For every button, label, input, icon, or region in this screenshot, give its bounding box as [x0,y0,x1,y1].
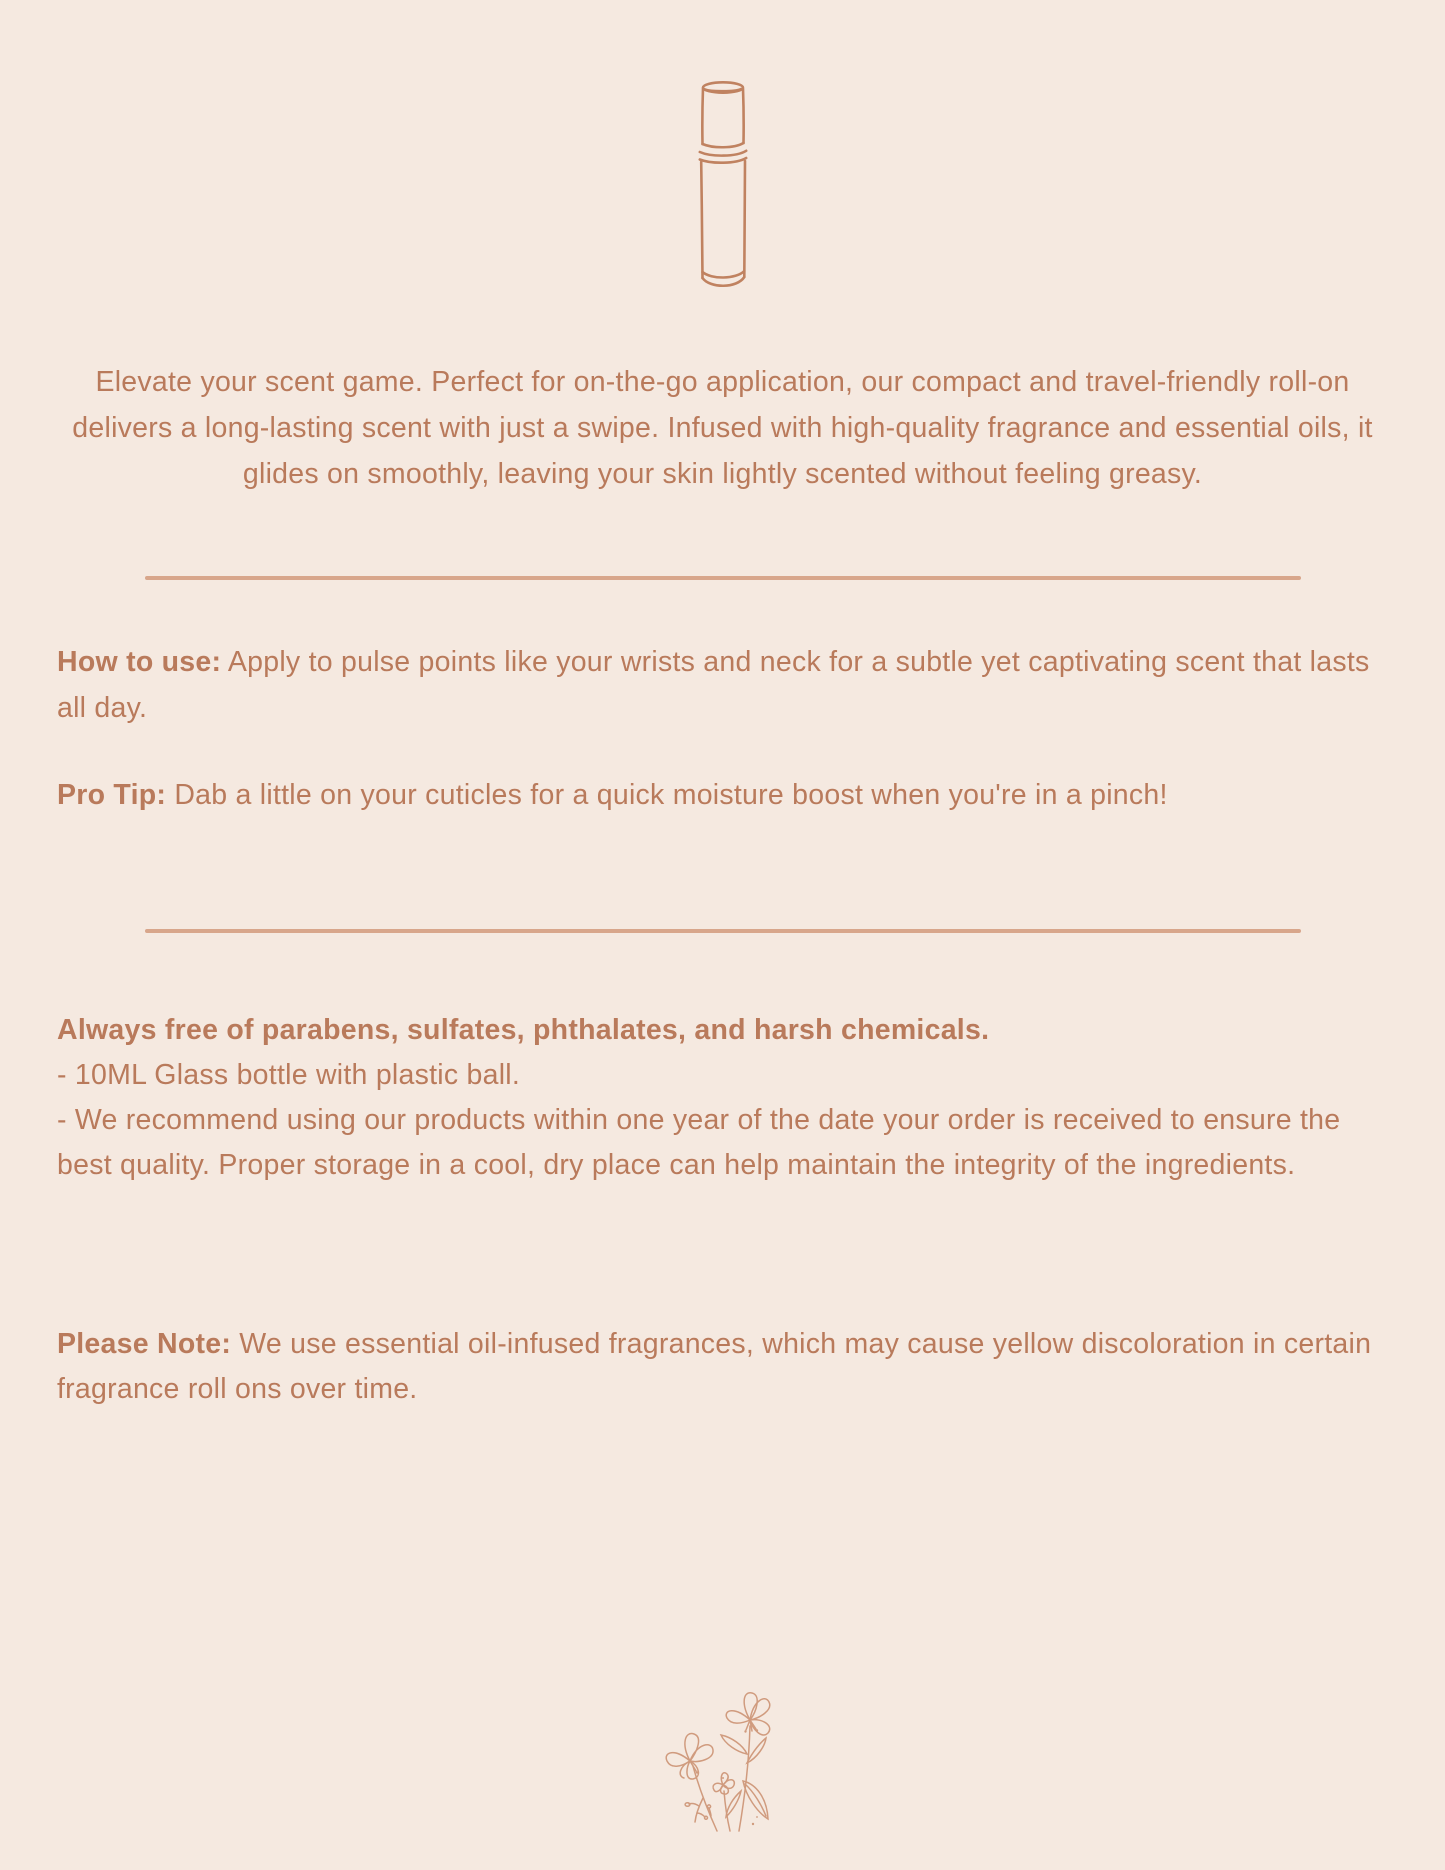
divider-top [145,576,1301,580]
product-details [57,1008,1401,1188]
how-to-use-paragraph [57,639,1397,731]
intro-paragraph: Elevate your scent game. Perfect for on-the-go application, our compact and travel-friendly roll-on delivers a long-lasting scent with just a swipe. Infused with high-quality fragrance and essential oils, it glides on smoothly, leaving your skin lightly scented without feeling greasy. [72,366,1373,490]
divider-bottom [145,929,1301,933]
roll-on-bottle-icon [697,80,749,295]
pro-tip-text: Dab a little on your cuticles for a quick moisture boost when you're in a pinch! [174,779,1168,811]
details-item: - We recommend using our products within one year of the date your order is received to ensure the best quality. Proper storage in a cool, dry place can help maintain the integrity of the ingredients. [57,1104,1341,1181]
details-heading-text: Always free of parabens, sulfates, phthalates, and harsh chemicals. [57,1014,990,1046]
how-to-use-text: Apply to pulse points like your wrists and neck for a subtle yet captivating scent that lasts all day. [57,646,1370,724]
how-to-use-label: How to use: [57,646,222,678]
details-item: - 10ML Glass bottle with plastic ball. [57,1059,521,1091]
pro-tip-label: Pro Tip: [57,779,167,811]
please-note-label: Please Note: [57,1328,232,1360]
pro-tip-paragraph [57,772,1397,818]
details-heading [57,1008,1401,1053]
please-note-text: We use essential oil-infused fragrances, which may cause yellow discoloration in certain fragrance roll ons over time. [57,1328,1372,1405]
wildflower-icon [653,1686,793,1836]
please-note-paragraph [57,1322,1397,1412]
